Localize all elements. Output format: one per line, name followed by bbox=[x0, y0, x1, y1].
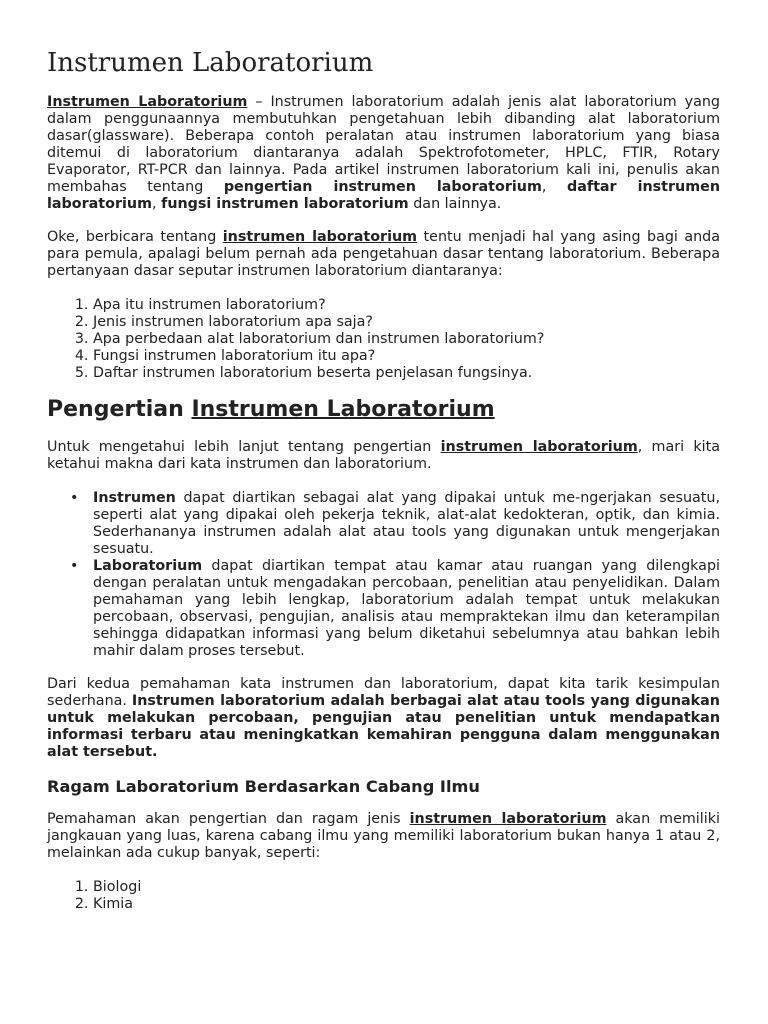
instrumen-laboratorium-link[interactable]: instrumen laboratorium bbox=[222, 229, 418, 245]
page-title: Instrumen Laboratorium bbox=[47, 48, 374, 78]
intro-sep: , bbox=[152, 196, 162, 212]
definition-list bbox=[47, 490, 720, 660]
paragraph-conclusion bbox=[47, 676, 720, 761]
intro-bold-daftar: daftar instrumen laboratorium bbox=[47, 179, 721, 212]
list-item: 1. Biologi bbox=[93, 879, 720, 896]
intro-bold-pengertian: pengertian instrumen laboratorium bbox=[223, 179, 542, 195]
definition-term: Laboratorium bbox=[93, 558, 203, 574]
list-item: 2. Jenis instrumen laboratorium apa saja? bbox=[93, 314, 720, 331]
instrumen-laboratorium-link[interactable]: instrumen laboratorium bbox=[409, 811, 607, 827]
intro-sep: , bbox=[541, 179, 567, 195]
intro-text: – Instrumen laboratorium adalah jenis alat laboratorium yang dalam penggunaannya membutuhkan pengetahuan lebih dibanding alat laboratorium dasar(glassware). Beberapa contoh peralatan atau instrumen laboratorium yang biasa ditemui di laboratorium diantaranya adalah Spektrofotometer, HPLC, FTIR, Rotary Evaporator, RT-PCR dan lainnya. Pada artikel instrumen laboratorium kali ini, penulis akan membahas tentang bbox=[47, 94, 721, 195]
list-item bbox=[70, 558, 720, 660]
section-heading-prefix: Pengertian bbox=[47, 397, 192, 422]
question-list bbox=[47, 297, 720, 382]
section-heading bbox=[47, 396, 720, 424]
paragraph-text: Oke, berbicara tentang bbox=[47, 229, 223, 245]
paragraph-text: Dari kedua pemahaman kata instrumen dan laboratorium, dapat kita tarik kesimpulan sederhana. bbox=[47, 676, 720, 709]
instrumen-laboratorium-link[interactable]: instrumen laboratorium bbox=[440, 439, 638, 455]
paragraph-text: tentu menjadi hal yang asing bagi anda para pemula, apalagi belum pernah ada pengetahuan dasar tentang laboratorium. Beberapa pertanyaan dasar seputar instrumen laboratorium diantaranya: bbox=[47, 229, 720, 279]
bullet-icon: • bbox=[70, 558, 79, 574]
sub-heading: Ragam Laboratorium Berdasarkan Cabang Ilmu bbox=[47, 777, 480, 796]
intro-paragraph bbox=[47, 94, 720, 213]
paragraph-definition-intro bbox=[47, 439, 720, 473]
list-item: 5. Daftar instrumen laboratorium beserta penjelasan fungsinya. bbox=[93, 365, 720, 382]
definition-text: dapat diartikan tempat atau kamar atau ruangan yang dilengkapi dengan peralatan untuk mengadakan percobaan, penelitian atau penyelidikan. Dalam pemahaman yang lebih lengkap, laboratorium adalah tempat untuk melakukan percobaan, observasi, pengujian, analisis atau mempraktekan ilmu dan keterampilan sehingga didapatkan informasi yang belum diketahui sebelumnya atau bahkan lebih mahir dalam proses tersebut. bbox=[93, 558, 720, 659]
paragraph-text: Pemahaman akan pengertian dan ragam jenis bbox=[47, 811, 410, 827]
list-item: 3. Apa perbedaan alat laboratorium dan instrumen laboratorium? bbox=[93, 331, 720, 348]
conclusion-bold: Instrumen laboratorium adalah berbagai alat atau tools yang digunakan untuk melakukan percobaan, pengujian atau penelitian untuk mendapatkan informasi terbaru atau meningkatkan kemahiran pengguna dalam menggunakan alat tersebut. bbox=[47, 693, 720, 760]
intro-bold-fungsi: fungsi instrumen laboratorium bbox=[161, 196, 409, 212]
bullet-icon: • bbox=[70, 490, 79, 506]
list-item bbox=[70, 490, 720, 558]
field-list bbox=[47, 879, 720, 913]
intro-text-end: dan lainnya. bbox=[408, 196, 502, 212]
paragraph-text: akan memiliki jangkauan yang luas, karena cabang ilmu yang memiliki laboratorium bukan hanya 1 atau 2, melainkan ada cukup banyak, seperti: bbox=[47, 811, 720, 861]
article bbox=[47, 0, 720, 913]
section-heading-link[interactable]: Instrumen Laboratorium bbox=[191, 397, 495, 422]
paragraph-text: , mari kita ketahui makna dari kata instrumen dan laboratorium. bbox=[47, 439, 720, 472]
definition-term: Instrumen bbox=[93, 490, 176, 506]
paragraph-fields bbox=[47, 811, 720, 862]
intro-link[interactable]: Instrumen Laboratorium bbox=[47, 94, 248, 110]
list-item: 2. Kimia bbox=[93, 896, 720, 913]
list-item: 4. Fungsi instrumen laboratorium itu apa? bbox=[93, 348, 720, 365]
definition-text: dapat diartikan sebagai alat yang dipakai untuk me-ngerjakan sesuatu, seperti alat yang dipakai oleh pekerja teknik, alat-alat kedokteran, optik, dan kimia. Sederhananya instrumen adalah alat atau tools yang digunakan untuk mengerjakan sesuatu. bbox=[93, 490, 720, 557]
list-item: 1. Apa itu instrumen laboratorium? bbox=[93, 297, 720, 314]
paragraph-text: Untuk mengetahui lebih lanjut tentang pengertian bbox=[47, 439, 441, 455]
paragraph-basics bbox=[47, 229, 720, 280]
